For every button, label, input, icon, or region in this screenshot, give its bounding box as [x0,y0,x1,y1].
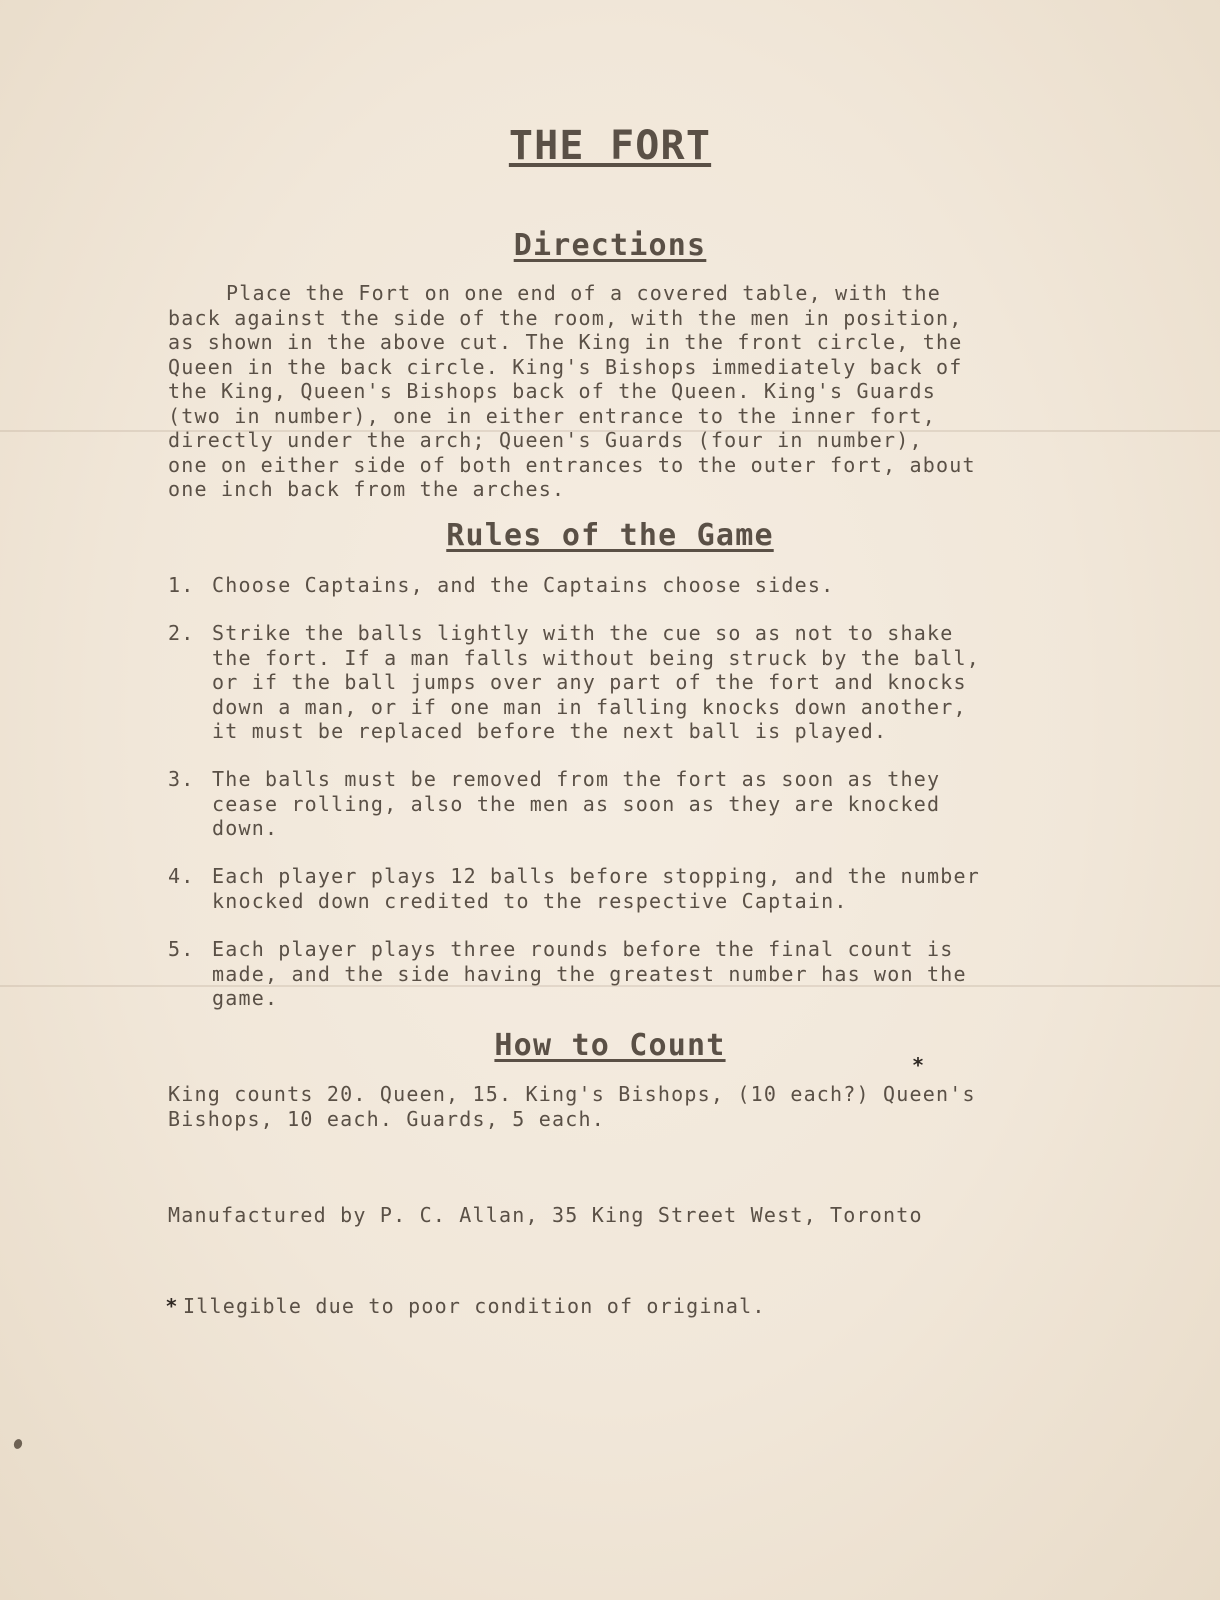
rule-number: 5. [168,937,195,961]
footnote-asterisk: * [165,1294,179,1318]
footnote [161,1294,766,1318]
rule-text: Choose Captains, and the Captains choose sides. [212,573,835,597]
rule-text: Each player plays three rounds before the final count is made, and the side having the greatest number has won the game. [212,937,967,1010]
rule-number: 1. [168,573,195,597]
rule-text: Strike the balls lightly with the cue so as not to shake the fort. If a man falls without being struck by the ball, or if the ball jumps over any part of the fort and knocks down a man, or if one man in falling knocks down another, it must be replaced before the next ball is played. [212,621,980,743]
document-title-text: THE FORT [508,123,712,169]
directions-paragraph: Place the Fort on one end of a covered table, with the back against the side of the room, with the men in position, as shown in the above cut. The King in the front circle, the Queen in the back circle. King's Bishops immediately back of the King, Queen's Bishops back of the Queen. King's Guards (two in number), one in either entrance to the inner fort, directly under the arch; Queen's Guards (four in number), one on either side of both entrances to the outer fort, about one inch back from the arches. [168,281,976,501]
rule-text: The balls must be removed from the fort as soon as they cease rolling, also the men as soon as they are knocked down. [212,767,941,840]
document-title [0,123,1220,169]
paper-stain [13,1438,24,1450]
count-heading-text: How to Count [494,1028,726,1063]
directions-heading-text: Directions [513,228,707,263]
rule-item [168,573,1068,598]
footnote-text: Illegible due to poor condition of original. [183,1294,766,1318]
rule-item [168,621,1068,744]
rule-item [168,767,1068,841]
rules-heading-text: Rules of the Game [446,518,774,553]
rule-number: 2. [168,621,195,645]
asterisk-mark: * [912,1053,926,1077]
rule-item [168,864,1068,913]
count-paragraph: King counts 20. Queen, 15. King's Bishops, (10 each?) Queen's Bishops, 10 each. Guards, 5 each. [168,1082,976,1131]
rules-heading [0,518,1220,553]
rule-text: Each player plays 12 balls before stopping, and the number knocked down credited to the respective Captain. [212,864,980,913]
rule-number: 3. [168,767,195,791]
count-heading [0,1028,1220,1063]
rule-item [168,937,1068,1011]
manufacturer-line: Manufactured by P. C. Allan, 35 King Street West, Toronto [168,1203,923,1227]
rule-number: 4. [168,864,195,888]
directions-heading [0,228,1220,263]
